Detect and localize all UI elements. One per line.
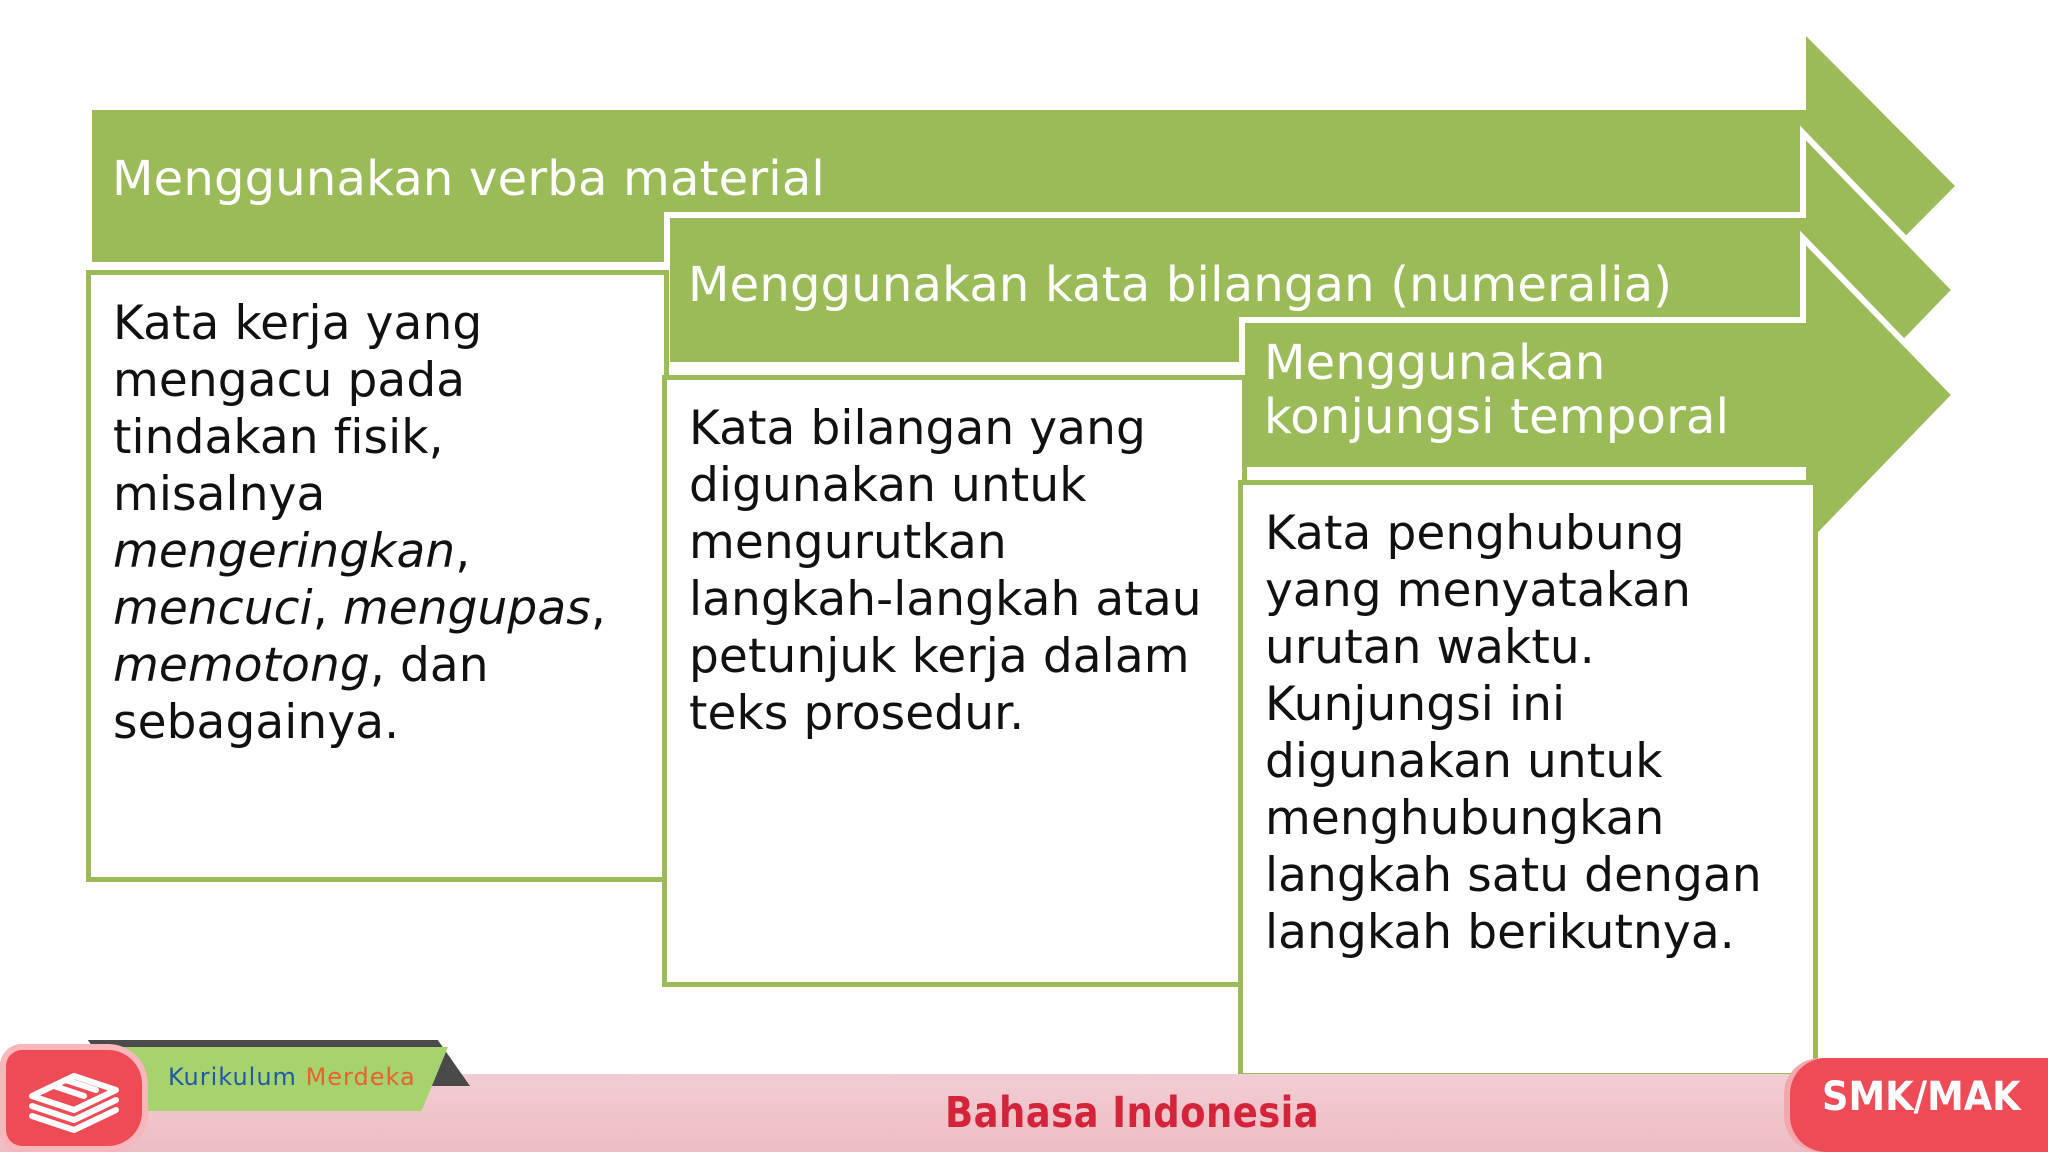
step-1-desc-line: Kata kerja yang bbox=[113, 296, 483, 351]
step-1-desc-line: tindakan fisik, bbox=[113, 410, 444, 465]
step-1-desc-line: misalnya bbox=[113, 467, 326, 522]
step-2-title: Menggunakan kata bilangan (numeralia) bbox=[688, 257, 1673, 313]
step-1-desc-tail: sebagainya. bbox=[113, 695, 400, 750]
step-1-desc-line: mengacu pada bbox=[113, 353, 466, 408]
step-2-description: Kata bilangan yang digunakan untuk mengurutkan langkah-langkah atau petunjuk kerja dalam teks prosedur. bbox=[662, 375, 1247, 987]
books-stack-icon bbox=[24, 1060, 124, 1140]
example-word: memotong bbox=[113, 638, 370, 693]
step-1-examples-line-1: mengeringkan, bbox=[113, 524, 471, 579]
step-3-title: Menggunakan konjungsi temporal bbox=[1264, 335, 1730, 445]
step-1-description bbox=[86, 270, 669, 882]
step-1-examples-line-2: mencuci, mengupas, bbox=[113, 581, 606, 636]
merdeka-text: Merdeka bbox=[305, 1063, 416, 1091]
subject-title: Bahasa Indonesia bbox=[945, 1088, 1320, 1138]
step-1-title: Menggunakan verba material bbox=[112, 151, 825, 207]
footer-logo-badge bbox=[0, 1044, 148, 1152]
example-and: , dan bbox=[369, 638, 489, 693]
example-word: mencuci bbox=[113, 581, 313, 636]
step-1-examples-line-3 bbox=[113, 637, 642, 694]
example-separator: , bbox=[312, 581, 343, 636]
example-word: mengupas bbox=[342, 581, 591, 636]
kurikulum-merdeka-label bbox=[168, 1062, 416, 1092]
example-word: mengeringkan bbox=[113, 524, 456, 579]
step-3-description: Kata penghubung yang menyatakan urutan waktu. Kunjungsi ini digunakan untuk menghubungkan langkah satu dengan langkah berikutnya. bbox=[1238, 480, 1818, 1078]
level-label: SMK/MAK bbox=[1822, 1074, 2021, 1120]
kurikulum-text: Kurikulum bbox=[168, 1063, 297, 1091]
